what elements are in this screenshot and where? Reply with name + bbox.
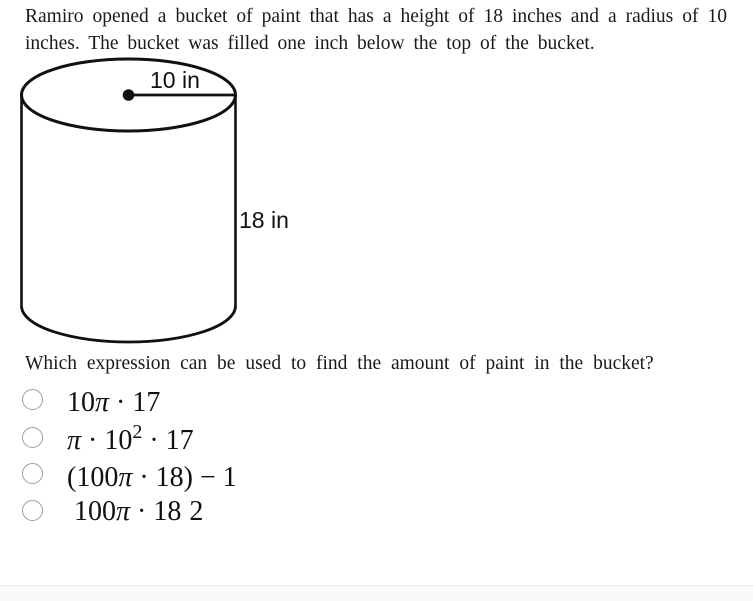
radius-label: 10 in xyxy=(150,67,200,93)
fraction-denominator: 2 xyxy=(189,496,204,527)
option-radio-2[interactable] xyxy=(22,427,43,448)
cylinder-bottom-arc xyxy=(22,306,236,342)
option-label-3[interactable]: (100π · 18) − 1 xyxy=(67,462,237,493)
center-dot xyxy=(123,89,135,101)
height-label: 18 in xyxy=(239,207,289,233)
option-radio-1[interactable] xyxy=(22,389,43,410)
cylinder-diagram xyxy=(10,55,310,350)
option-label-2[interactable] xyxy=(67,421,194,456)
option-label-1[interactable]: 10π · 17 xyxy=(67,387,161,418)
question-text: Which expression can be used to find the amount of paint in the bucket? xyxy=(25,353,654,374)
fraction-numerator: 100π · 18 xyxy=(74,496,182,527)
problem-statement: Ramiro opened a bucket of paint that has a height of 18 inches and a radius of 10 inches. The bucket was filled one inch below the top of the bucket. xyxy=(25,6,727,54)
option-radio-3[interactable] xyxy=(22,463,43,484)
option-2-rest: · 17 xyxy=(142,425,194,456)
option-2-base: π · 10 xyxy=(67,425,133,456)
option-radio-4[interactable] xyxy=(22,500,43,521)
option-label-4[interactable] xyxy=(70,498,203,525)
bottom-divider xyxy=(0,585,753,601)
option-2-exponent: 2 xyxy=(132,421,143,443)
